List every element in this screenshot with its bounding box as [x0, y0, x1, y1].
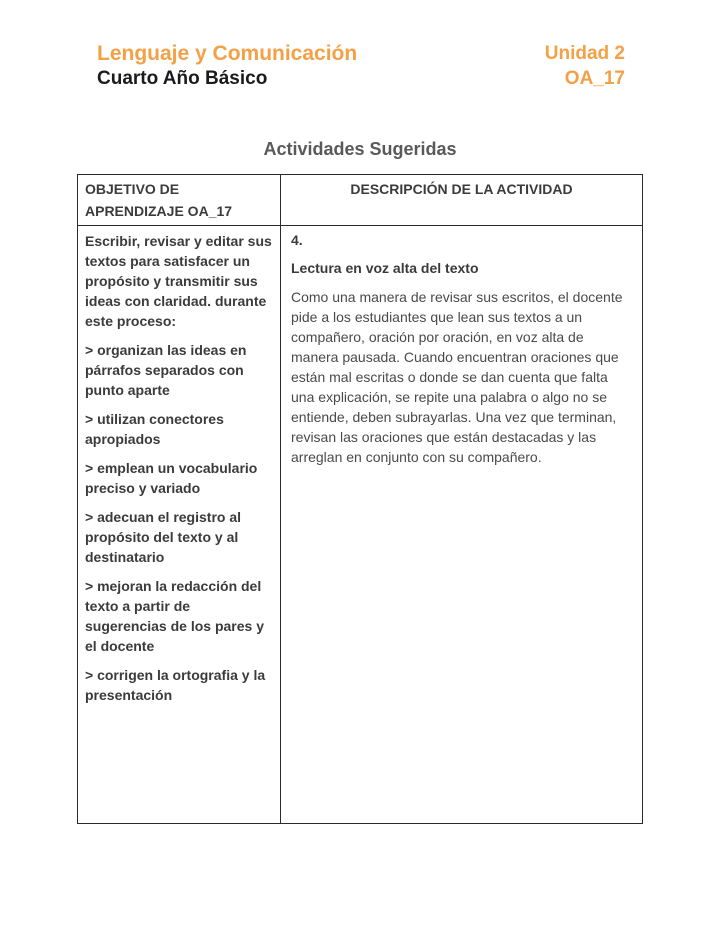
unit-label: Unidad 2 — [544, 43, 625, 64]
objective-bullet: > emplean un vocabulario preciso y variado — [85, 460, 258, 496]
header-left-block — [97, 40, 357, 91]
page-title: Actividades Sugeridas — [263, 139, 457, 159]
activity-title: Lectura en voz alta del texto — [291, 260, 479, 276]
table-body-row — [78, 226, 643, 824]
objective-intro: Escribir, revisar y editar sus textos para satisfacer un propósito y transmitir sus ideas con claridad. durante este proceso: — [85, 233, 272, 329]
objective-bullet: > organizan las ideas en párrafos separados con punto aparte — [85, 342, 247, 398]
objective-column-header: OBJETIVO DE APRENDIZAJE OA_17 — [78, 175, 281, 226]
oa-label: OA_17 — [564, 68, 625, 89]
activity-description: Como una manera de revisar sus escritos, el docente pide a los estudiantes que lean sus textos a un compañero, oración por oración, en voz alta de manera pausada. Cuando encuentran oraciones que están mal escritas o donde se dan cuenta que falta una explicación, se repite una palabra o algo no se entiende, deben subrayarlas. Una vez que terminan, revisan las oraciones que están destacadas y las arreglan en conjunto con su compañero. — [291, 289, 623, 465]
header-right-block — [545, 40, 625, 91]
activity-cell — [281, 226, 643, 824]
description-column-header: DESCRIPCIÓN DE LA ACTIVIDAD — [281, 175, 643, 226]
grade-title: Cuarto Año Básico — [97, 68, 268, 89]
table-header-row — [78, 175, 643, 226]
activity-number: 4. — [291, 232, 303, 248]
objective-cell — [78, 226, 281, 824]
objective-bullet: > corrigen la ortografia y la presentación — [85, 667, 266, 703]
objective-bullet: > mejoran la redacción del texto a partir de sugerencias de los pares y el docente — [85, 578, 264, 654]
document-header — [0, 0, 720, 91]
activities-table — [77, 174, 643, 824]
objective-bullet: > utilizan conectores apropiados — [85, 411, 224, 447]
subject-title: Lenguaje y Comunicación — [97, 42, 358, 65]
objective-bullet-list — [85, 340, 274, 705]
objective-bullet: > adecuan el registro al propósito del texto y al destinatario — [85, 509, 242, 565]
